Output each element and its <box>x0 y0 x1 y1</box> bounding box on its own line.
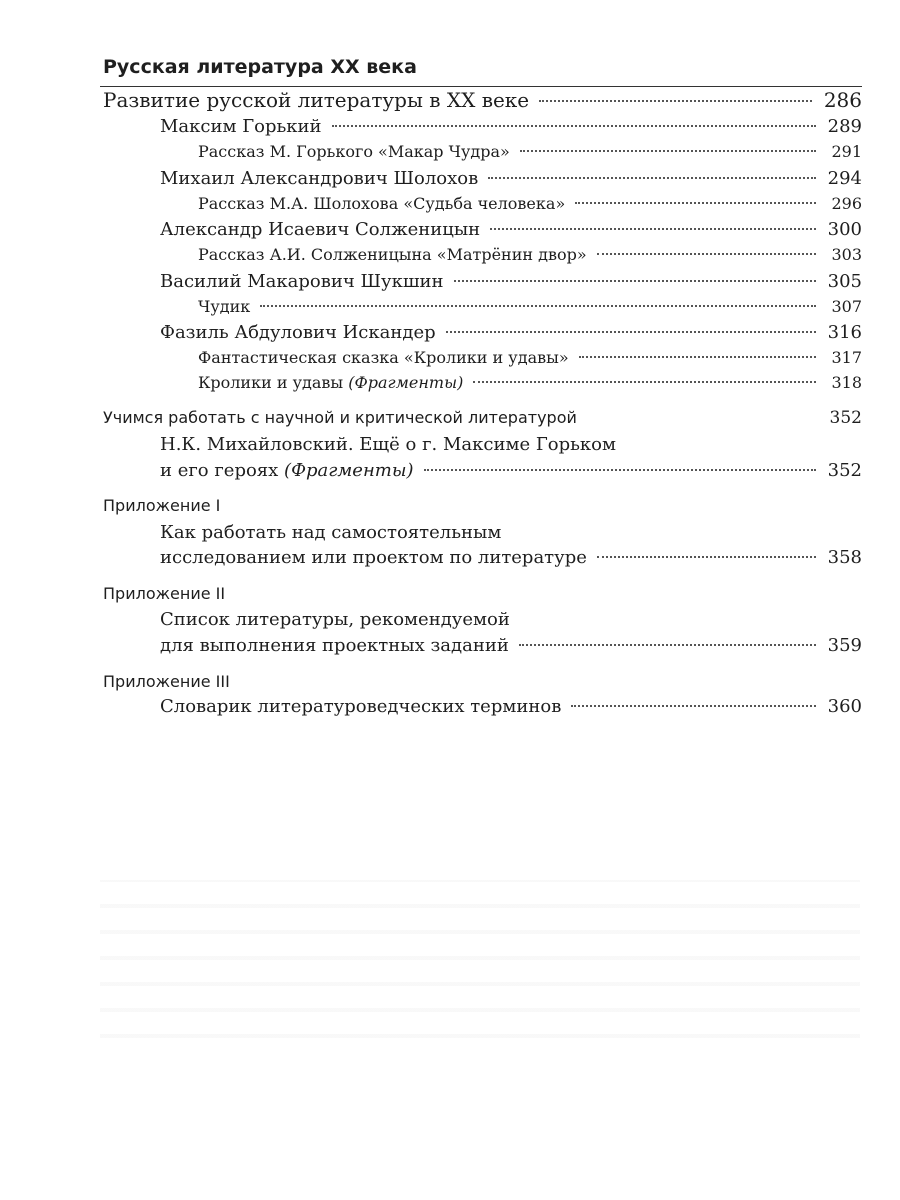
page-number: 358 <box>827 547 862 568</box>
page-number: 286 <box>823 88 862 112</box>
leader-dots <box>575 202 816 204</box>
leader-dots <box>520 150 816 152</box>
page-number: 307 <box>831 297 862 316</box>
italic-note: (Фрагменты) <box>348 373 464 392</box>
toc-entry[interactable]: Фантастическая сказка «Кролики и удавы» 317 <box>198 348 862 367</box>
leader-dots <box>454 280 816 282</box>
page-number: 296 <box>831 194 862 213</box>
page-number: 352 <box>827 460 862 481</box>
page-number: 300 <box>827 219 862 240</box>
page-number: 317 <box>831 348 862 367</box>
toc-entry[interactable]: и его героях (Фрагменты) 352 <box>160 460 862 481</box>
toc-entry[interactable]: Словарик литературоведческих терминов 360 <box>160 696 862 717</box>
toc-entry[interactable]: Фазиль Абдулович Искандер 316 <box>160 322 862 343</box>
leader-dots <box>260 305 816 307</box>
appendix-heading: Приложение II <box>103 584 226 603</box>
leader-dots <box>539 100 812 102</box>
toc-entry[interactable]: Александр Исаевич Солженицын 300 <box>160 219 862 240</box>
appendix-heading: Приложение I <box>103 496 221 515</box>
page-number: 289 <box>827 116 862 137</box>
appendix-entry-line1: Как работать над самостоятельным <box>160 522 502 543</box>
page-number: 303 <box>831 245 862 264</box>
leader-dots <box>519 644 816 646</box>
divider <box>100 86 862 87</box>
leader-dots <box>446 331 816 333</box>
toc-entry[interactable]: Рассказ А.И. Солженицына «Матрёнин двор» 303 <box>198 245 862 264</box>
toc-entry[interactable]: Кролики и удавы (Фрагменты) 318 <box>198 373 862 392</box>
section-title: Русская литература XX века <box>103 56 417 78</box>
show-through-texture <box>100 880 860 1060</box>
leader-dots <box>571 705 815 707</box>
page-number: 360 <box>827 696 862 717</box>
leader-dots <box>579 356 816 358</box>
toc-entry[interactable]: Развитие русской литературы в XX веке 286 <box>103 88 862 112</box>
toc-entry[interactable]: Михаил Александрович Шолохов 294 <box>160 168 862 189</box>
leader-dots <box>424 469 816 471</box>
page-number: 294 <box>827 168 862 189</box>
page-number: 305 <box>827 271 862 292</box>
toc-entry[interactable]: исследованием или проектом по литературе 358 <box>160 547 862 568</box>
toc-entry[interactable]: Чудик 307 <box>198 297 862 316</box>
page-number: 291 <box>831 142 862 161</box>
toc-entry[interactable]: Василий Макарович Шукшин 305 <box>160 271 862 292</box>
study-entry-line1: Н.К. Михайловский. Ещё о г. Максиме Горьком <box>160 434 616 455</box>
toc-entry[interactable]: Рассказ М.А. Шолохова «Судьба человека» 296 <box>198 194 862 213</box>
leader-dots <box>597 253 816 255</box>
leader-dots <box>473 381 816 383</box>
toc-entry[interactable]: Максим Горький 289 <box>160 116 862 137</box>
toc-entry[interactable]: для выполнения проектных заданий 359 <box>160 635 862 656</box>
italic-note: (Фрагменты) <box>284 460 414 481</box>
appendix-heading: Приложение III <box>103 672 230 691</box>
leader-dots <box>488 177 815 179</box>
toc-entry[interactable]: Рассказ М. Горького «Макар Чудра» 291 <box>198 142 862 161</box>
study-heading[interactable]: Учимся работать с научной и критической литературой 352 <box>103 408 862 428</box>
leader-dots <box>490 228 815 230</box>
leader-dots <box>332 125 816 127</box>
page-number: 318 <box>831 373 862 392</box>
page-number: 316 <box>827 322 862 343</box>
appendix-entry-line1: Список литературы, рекомендуемой <box>160 609 510 630</box>
page-number: 359 <box>827 635 862 656</box>
leader-dots <box>597 556 816 558</box>
page-number: 352 <box>829 408 862 428</box>
